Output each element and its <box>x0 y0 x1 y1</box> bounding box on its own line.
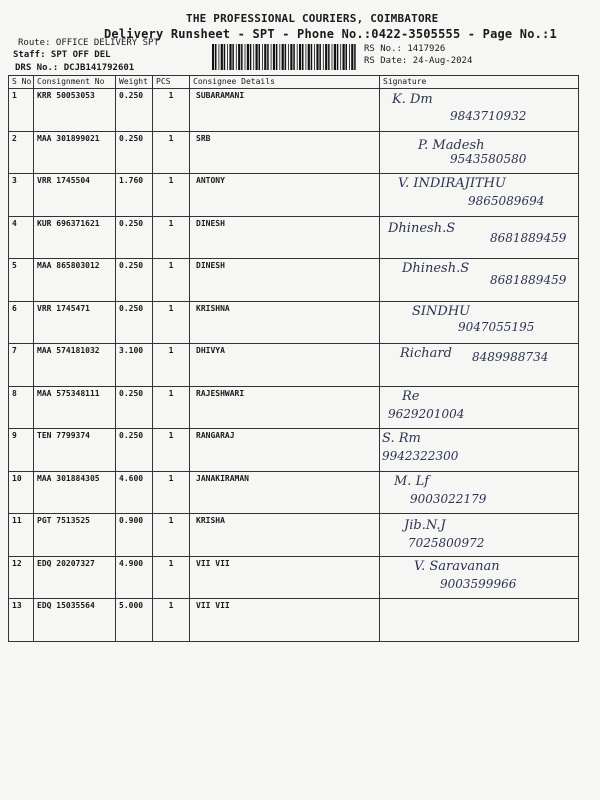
col-header-weight: Weight <box>116 76 153 89</box>
cell-pcs: 1 <box>153 556 190 599</box>
table-row <box>9 599 579 642</box>
rs-date: RS Date: 24-Aug-2024 <box>364 56 473 66</box>
table-header-row <box>9 76 579 89</box>
signature-name: V. Saravanan <box>414 558 500 574</box>
cell-weight: 0.250 <box>116 259 153 302</box>
table-row <box>9 174 579 217</box>
cell-pcs: 1 <box>153 386 190 429</box>
col-header-consignee: Consignee Details <box>190 76 380 89</box>
signature-name: K. Dm <box>392 92 433 107</box>
cell-consignee: VII VII <box>190 556 380 599</box>
cell-signature <box>380 556 579 599</box>
cell-signature <box>380 344 579 387</box>
cell-consignee: SRB <box>190 131 380 174</box>
cell-pcs: 1 <box>153 131 190 174</box>
table-row <box>9 471 579 514</box>
cell-pcs: 1 <box>153 514 190 557</box>
signature-phone: 9629201004 <box>388 406 465 421</box>
cell-weight: 0.250 <box>116 131 153 174</box>
cell-sno: 5 <box>9 259 34 302</box>
cell-weight: 0.250 <box>116 386 153 429</box>
runsheet-title: Delivery Runsheet - SPT - Phone No.:0422-3505555 - Page No.:1 <box>104 27 557 41</box>
cell-sno: 7 <box>9 344 34 387</box>
cell-weight: 1.760 <box>116 174 153 217</box>
cell-signature <box>380 301 579 344</box>
cell-sno: 6 <box>9 301 34 344</box>
signature-phone: 9843710932 <box>450 109 527 123</box>
cell-pcs: 1 <box>153 344 190 387</box>
signature-phone: 9003022179 <box>410 491 487 506</box>
cell-consignment-no: EDQ 15035564 <box>34 599 116 642</box>
col-header-consignment: Consignment No <box>34 76 116 89</box>
table-row <box>9 259 579 302</box>
cell-signature <box>380 514 579 557</box>
cell-signature <box>380 131 579 174</box>
barcode <box>212 44 357 70</box>
cell-consignee: KRISHA <box>190 514 380 557</box>
cell-weight: 4.600 <box>116 471 153 514</box>
cell-weight: 0.250 <box>116 301 153 344</box>
table-row <box>9 131 579 174</box>
signature-name: P. Madesh <box>418 137 485 153</box>
table-row <box>9 89 579 132</box>
signature-phone: 7025800972 <box>408 536 485 550</box>
signature-phone: 8489988734 <box>472 350 549 364</box>
cell-consignee: ANTONY <box>190 174 380 217</box>
cell-consignee: RANGARAJ <box>190 429 380 472</box>
signature-phone: 8681889459 <box>490 230 567 245</box>
cell-pcs: 1 <box>153 216 190 259</box>
table-row <box>9 344 579 387</box>
rs-number: RS No.: 1417926 <box>364 44 446 54</box>
cell-sno: 4 <box>9 216 34 259</box>
cell-consignee: DHIVYA <box>190 344 380 387</box>
cell-weight: 0.250 <box>116 89 153 132</box>
cell-weight: 0.900 <box>116 514 153 557</box>
signature-phone: 9047055195 <box>458 319 535 334</box>
cell-signature <box>380 216 579 259</box>
cell-consignment-no: MAA 301899021 <box>34 131 116 174</box>
cell-consignment-no: MAA 865803012 <box>34 259 116 302</box>
cell-signature <box>380 386 579 429</box>
signature-phone: 9003599966 <box>440 576 517 591</box>
cell-consignee: DINESH <box>190 216 380 259</box>
staff-label: Staff: SPT OFF DEL <box>13 50 111 60</box>
table-row <box>9 556 579 599</box>
company-title: THE PROFESSIONAL COURIERS, COIMBATORE <box>186 12 439 25</box>
cell-consignment-no: EDQ 20207327 <box>34 556 116 599</box>
cell-sno: 1 <box>9 89 34 132</box>
cell-pcs: 1 <box>153 471 190 514</box>
cell-weight: 4.900 <box>116 556 153 599</box>
signature-phone: 9865089694 <box>468 194 545 208</box>
cell-sno: 9 <box>9 429 34 472</box>
cell-consignment-no: KUR 696371621 <box>34 216 116 259</box>
col-header-sno: S No <box>9 76 34 89</box>
table-row <box>9 429 579 472</box>
cell-sno: 2 <box>9 131 34 174</box>
cell-consignee: SUBARAMANI <box>190 89 380 132</box>
cell-signature <box>380 599 579 642</box>
col-header-pcs: PCS <box>153 76 190 89</box>
cell-consignment-no: VRR 1745504 <box>34 174 116 217</box>
cell-consignment-no: VRR 1745471 <box>34 301 116 344</box>
cell-signature <box>380 174 579 217</box>
cell-pcs: 1 <box>153 89 190 132</box>
col-header-signature: Signature <box>380 76 579 89</box>
cell-sno: 8 <box>9 386 34 429</box>
cell-signature <box>380 259 579 302</box>
table-row <box>9 216 579 259</box>
cell-consignment-no: MAA 575348111 <box>34 386 116 429</box>
signature-name: M. Lf <box>394 473 430 489</box>
cell-weight: 0.250 <box>116 429 153 472</box>
cell-consignment-no: MAA 574181032 <box>34 344 116 387</box>
signature-phone: 9942322300 <box>382 449 459 463</box>
cell-consignment-no: TEN 7799374 <box>34 429 116 472</box>
cell-consignee: JANAKIRAMAN <box>190 471 380 514</box>
runsheet-table <box>8 75 579 642</box>
cell-signature <box>380 429 579 472</box>
cell-pcs: 1 <box>153 599 190 642</box>
cell-weight: 5.000 <box>116 599 153 642</box>
cell-sno: 3 <box>9 174 34 217</box>
table-row <box>9 301 579 344</box>
cell-signature <box>380 471 579 514</box>
cell-sno: 11 <box>9 514 34 557</box>
signature-name: Dhinesh.S <box>388 220 456 236</box>
cell-sno: 13 <box>9 599 34 642</box>
cell-consignee: VII VII <box>190 599 380 642</box>
signature-phone: 9543580580 <box>450 151 527 166</box>
cell-consignee: DINESH <box>190 259 380 302</box>
drs-number: DRS No.: DCJB141792601 <box>15 63 135 73</box>
cell-pcs: 1 <box>153 174 190 217</box>
signature-name: S. Rm <box>382 431 421 446</box>
signature-phone: 8681889459 <box>490 273 567 287</box>
cell-consignee: KRISHNA <box>190 301 380 344</box>
signature-name: Richard <box>400 346 452 361</box>
table-row <box>9 386 579 429</box>
cell-signature <box>380 89 579 132</box>
cell-sno: 10 <box>9 471 34 514</box>
cell-weight: 3.100 <box>116 344 153 387</box>
cell-consignment-no: KRR 50053053 <box>34 89 116 132</box>
cell-pcs: 1 <box>153 301 190 344</box>
table-row <box>9 514 579 557</box>
cell-pcs: 1 <box>153 259 190 302</box>
signature-name: Re <box>402 388 420 404</box>
signature-name: Jib.N.J <box>404 518 446 533</box>
route-label: Route: OFFICE DELIVERY SPT <box>18 38 159 48</box>
cell-weight: 0.250 <box>116 216 153 259</box>
cell-pcs: 1 <box>153 429 190 472</box>
signature-name: V. INDIRAJITHU <box>398 176 506 191</box>
cell-consignee: RAJESHWARI <box>190 386 380 429</box>
cell-consignment-no: PGT 7513525 <box>34 514 116 557</box>
signature-name: SINDHU <box>412 303 471 319</box>
cell-consignment-no: MAA 301884305 <box>34 471 116 514</box>
cell-sno: 12 <box>9 556 34 599</box>
signature-name: Dhinesh.S <box>402 261 470 276</box>
